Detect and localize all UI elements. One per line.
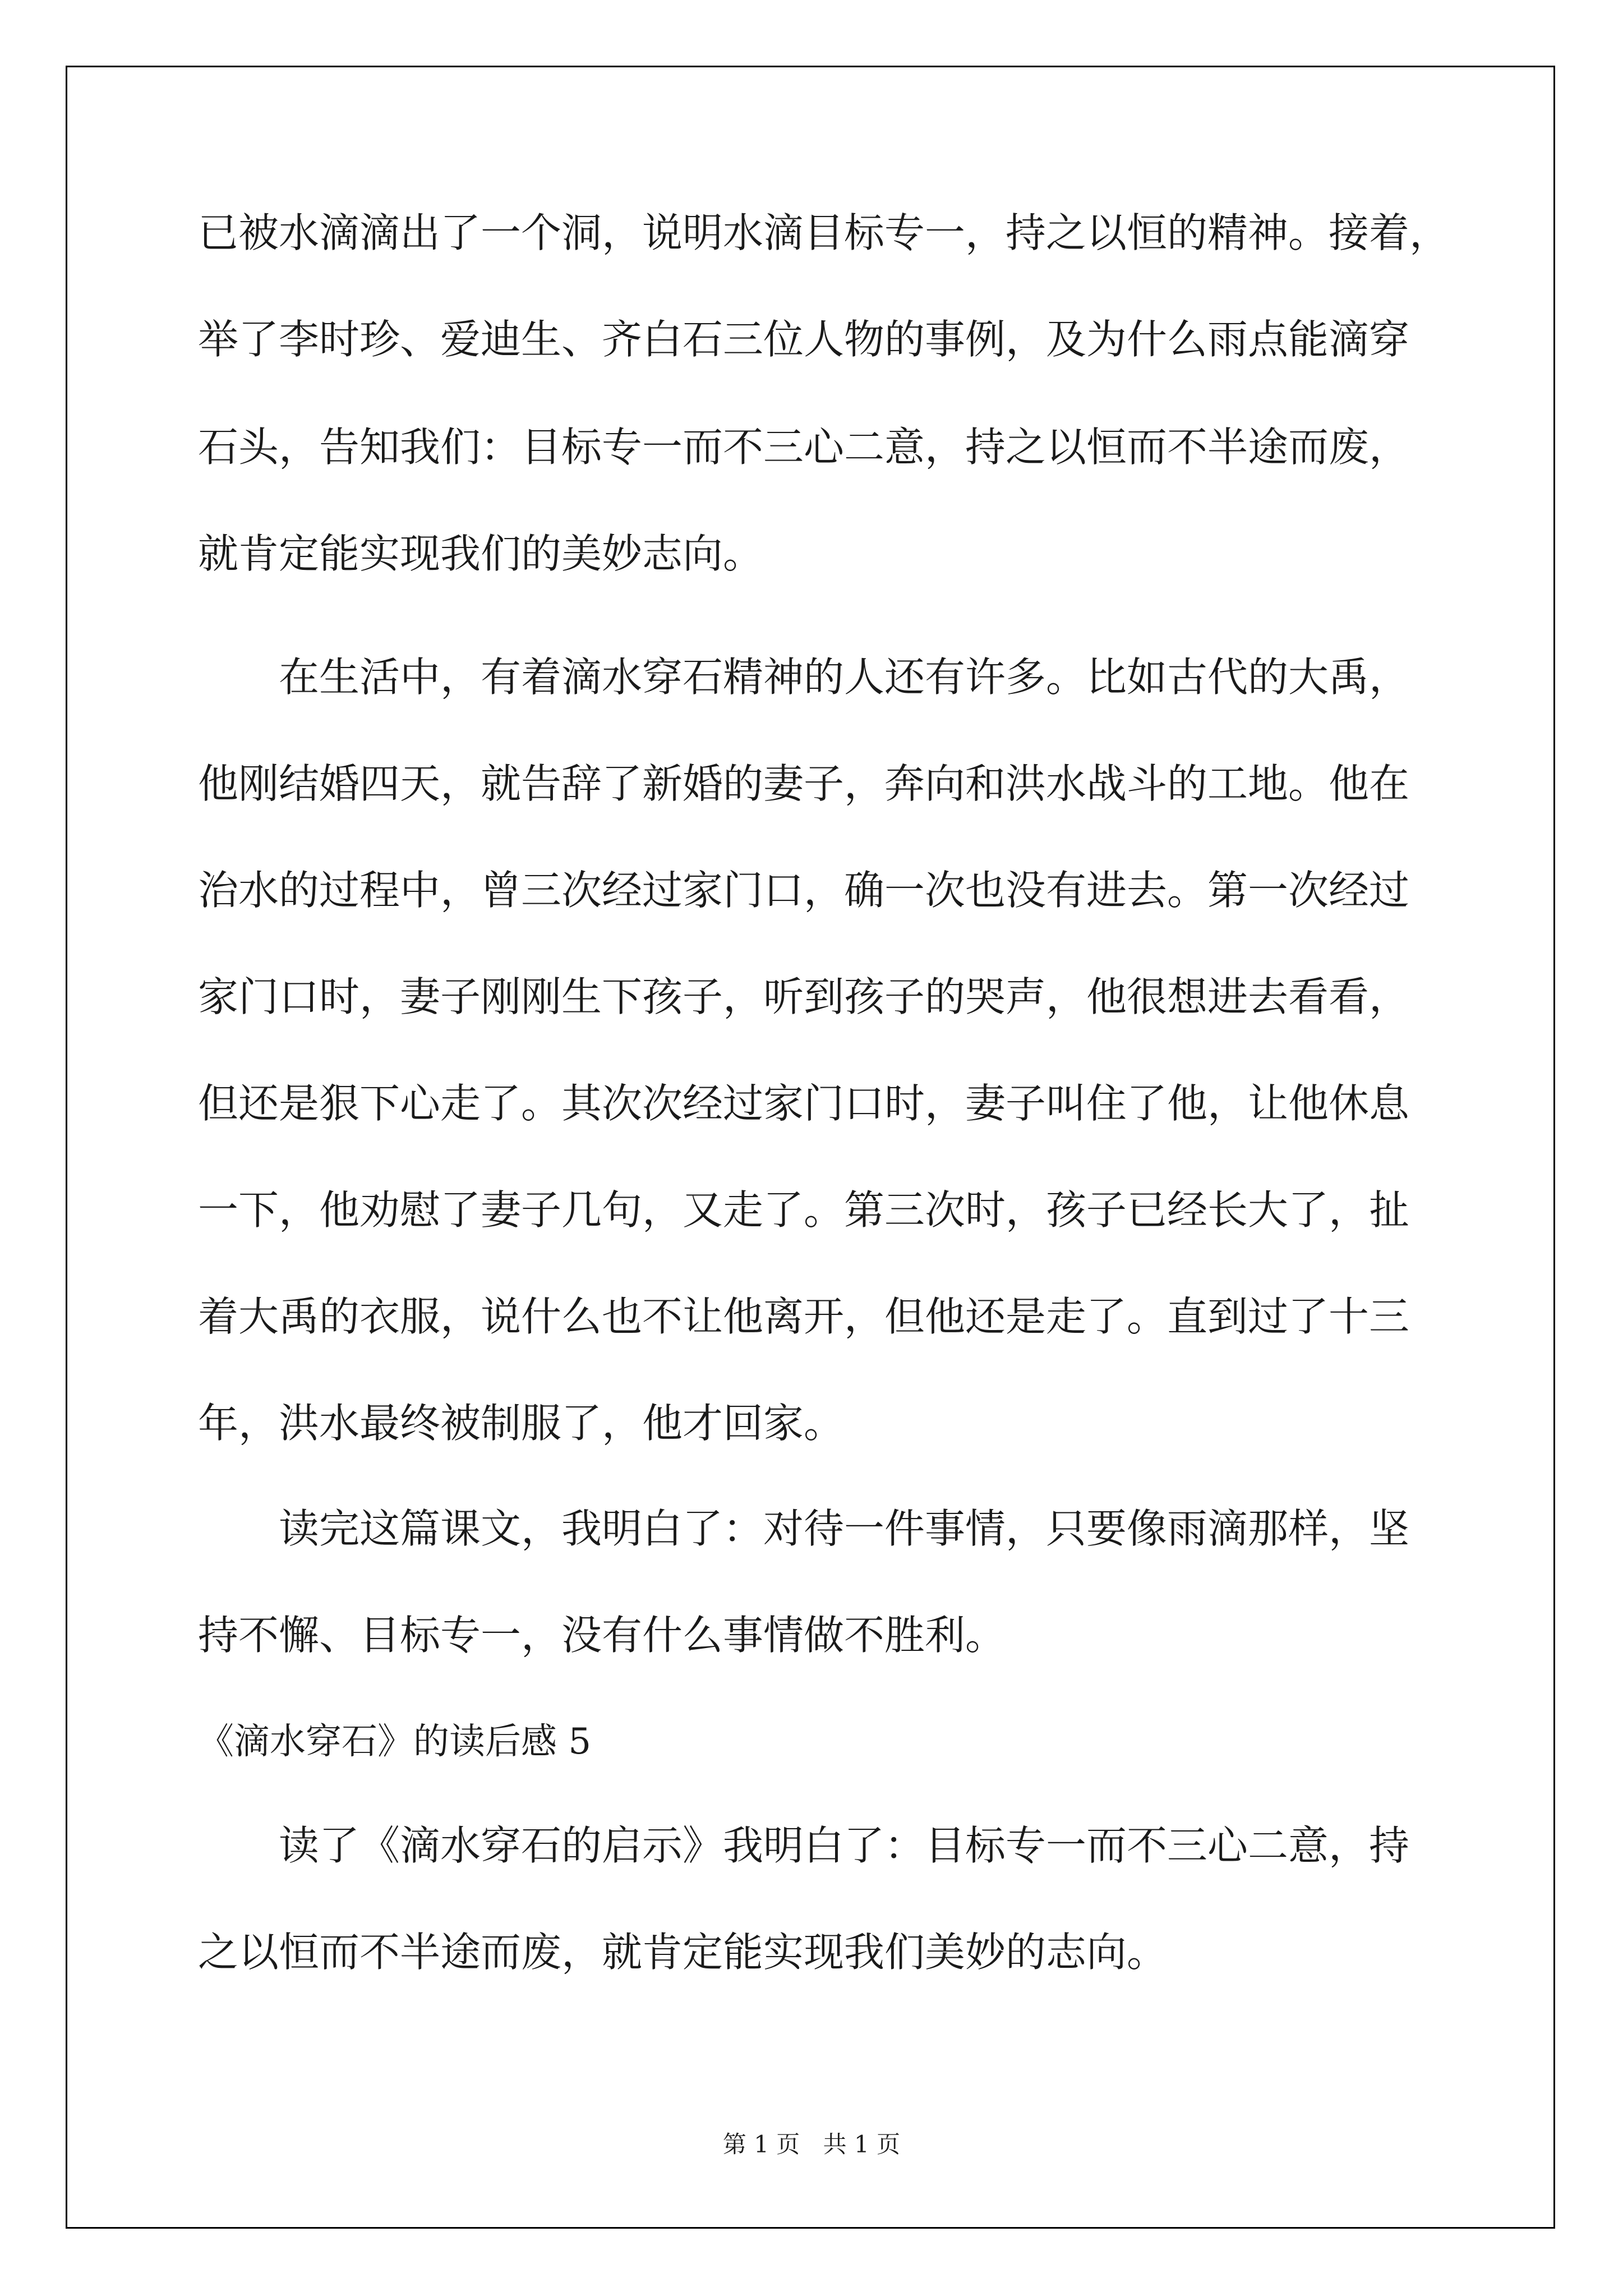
text-line-8: 家门口时，妻子刚刚生下孩子，听到孩子的哭声，他很想进去看看， — [198, 973, 1410, 1020]
section-heading: 《滴水穿石》的读后感 5 — [198, 1721, 592, 1763]
text-line-9: 但还是狠下心走了。其次次经过家门口时，妻子叫住了他，让他休息 — [198, 1080, 1410, 1127]
text-line-5: 在生活中，有着滴水穿石精神的人还有许多。比如古代的大禹， — [279, 654, 1410, 701]
page-total: 共 1 页 — [823, 2131, 901, 2158]
text-line-12: 年，洪水最终被制服了，他才回家。 — [198, 1400, 845, 1447]
text-line-3: 石头，告知我们：目标专一而不三心二意，持之以恒而不半途而废， — [198, 424, 1410, 471]
text-line-6: 他刚结婚四天，就告辞了新婚的妻子，奔向和洪水战斗的工地。他在 — [198, 760, 1410, 807]
text-line-1: 已被水滴滴出了一个洞，说明水滴目标专一，持之以恒的精神。接着， — [198, 209, 1450, 256]
text-line-2: 举了李时珍、爱迪生、齐白石三位人物的事例，及为什么雨点能滴穿 — [198, 316, 1410, 363]
page-current: 第 1 页 — [722, 2131, 800, 2158]
text-line-17: 之以恒而不半途而废，就肯定能实现我们美妙的志向。 — [198, 1929, 1168, 1976]
text-line-7: 治水的过程中，曾三次经过家门口，确一次也没有进去。第一次经过 — [198, 867, 1410, 914]
text-line-13: 读完这篇课文，我明白了：对待一件事情，只要像雨滴那样，坚 — [279, 1505, 1410, 1552]
text-line-4: 就肯定能实现我们的美妙志向。 — [198, 530, 764, 577]
text-line-10: 一下，他劝慰了妻子几句，又走了。第三次时，孩子已经长大了，扯 — [198, 1186, 1410, 1234]
page-footer — [0, 2126, 1623, 2160]
text-line-11: 着大禹的衣服，说什么也不让他离开，但他还是走了。直到过了十三 — [198, 1293, 1410, 1340]
text-line-16: 读了《滴水穿石的启示》我明白了：目标专一而不三心二意，持 — [279, 1822, 1410, 1869]
page-border — [66, 66, 1555, 2229]
text-line-14: 持不懈、目标专一，没有什么事情做不胜利。 — [198, 1612, 1006, 1659]
